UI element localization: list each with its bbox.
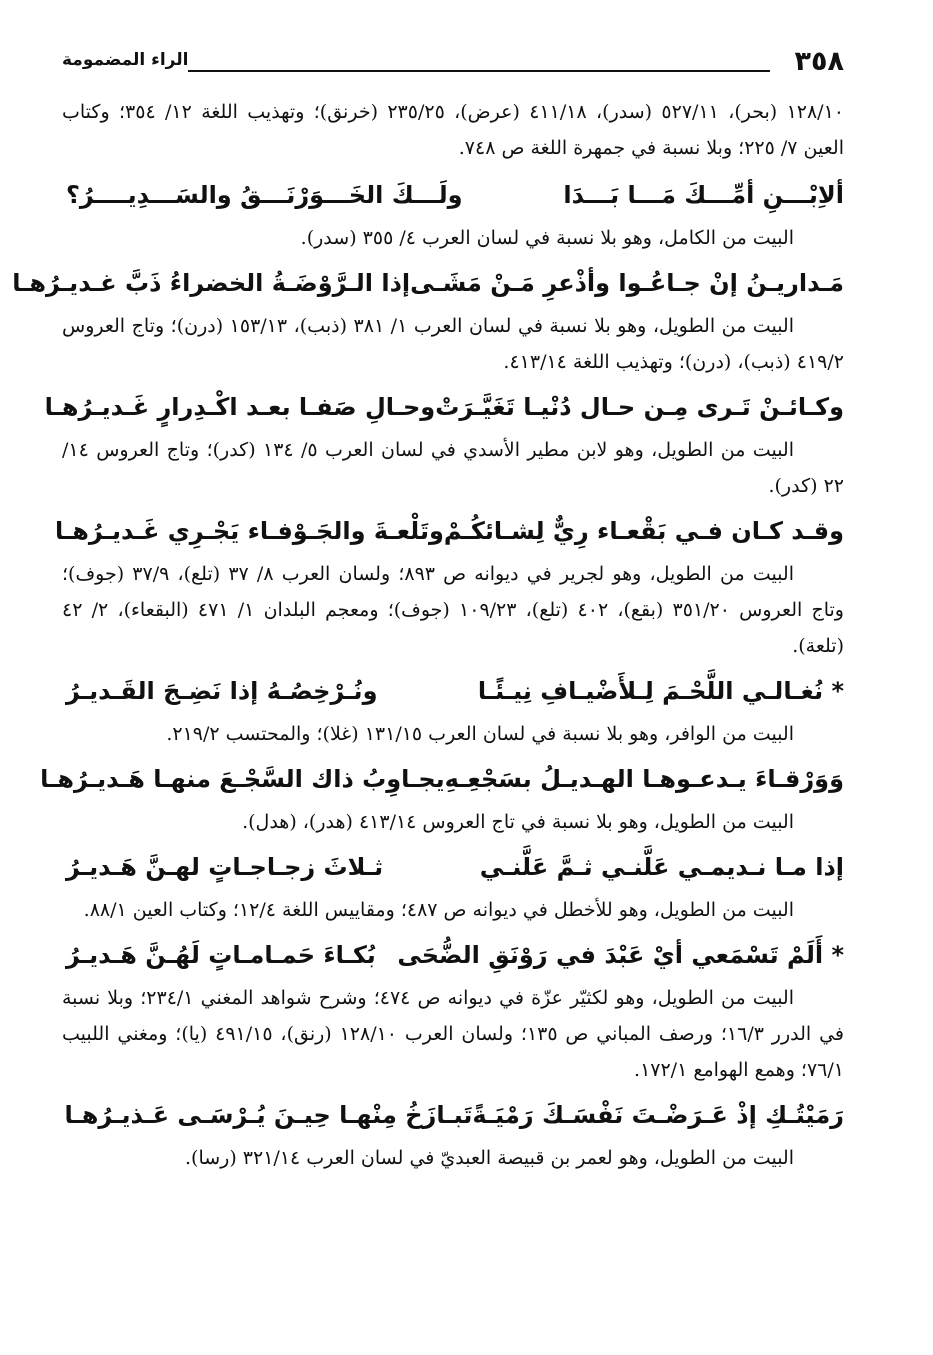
- verse-entries: [12, 172, 844, 1176]
- verse-line: [62, 172, 844, 218]
- verse-first-hemistich: * نُغـالـي اللَّحْـمَ لِـلأَضْيـافِ نِيـئًـا: [477, 677, 844, 705]
- running-title: الراء المضمومة: [62, 50, 189, 70]
- verse-source-note: البيت من الوافر، وهو بلا نسبة في لسان العرب ١٣١/١٥ (غلا)؛ والمحتسب ٢١٩/٢.: [166, 723, 794, 745]
- verse-source-note: البيت من الطويل، وهو لجرير في ديوانه ص ٨٩٣؛ ولسان العرب ٨/ ٣٧ (تلع)، ٣٧/٩ (جوف)؛ وتاج العروس ٣٥١/٢٠ (بقع)، ٤٠٢ (تلع)، ١٠٩/٢٣ (جوف)؛ ومعجم البلدان ١/ ٤٧١ (البقعاء)، ٢/ ٤٢ (تلعة).: [62, 563, 844, 657]
- verse-second-hemistich: يجـاوِبُ ذاك السَّجْـعَ منهـا هَـديـرُهـا: [40, 765, 445, 793]
- verse-line: [40, 756, 844, 802]
- book-page: [12, 46, 844, 1180]
- verse-line: [62, 844, 844, 890]
- verse-second-hemistich: بُكـاءَ حَمـامـاتٍ لَهُـنَّ هَـديـرُ: [66, 941, 376, 969]
- verse-entry: [62, 932, 844, 1088]
- verse-line: [62, 1092, 844, 1138]
- verse-second-hemistich: وحـالِ صَفـا بعـد اكْـدِرارٍ غَـديـرُهـا: [44, 393, 436, 421]
- verse-source-note: البيت من الطويل، وهو بلا نسبة في لسان العرب ١/ ٣٨١ (ذبب)، ١٥٣/١٣ (درن)؛ وتاج العروس ٤١٩/٢ (ذبب)، (درن)؛ وتهذيب اللغة ٤١٣/١٤.: [62, 315, 844, 373]
- verse-first-hemistich: رَمَيْتُـكِ إذْ عَـرَضْـتَ نَفْسَـكَ رَمْيَـةً: [472, 1101, 844, 1129]
- verse-first-hemistich: * أَلَمْ تَسْمَعي أيْ عَبْدَ في رَوْنَقِ الضُّحَى: [397, 941, 844, 969]
- verse-second-hemistich: ثـلاثَ زجـاجـاتٍ لهـنَّ هَـديـرُ: [66, 853, 384, 881]
- page-header: [62, 48, 844, 84]
- verse-first-hemistich: مَـداريـنُ إنْ جـاعُـوا وأذْعرِ مَـنْ مَشَـى: [410, 269, 844, 297]
- verse-source-note: البيت من الطويل، وهو بلا نسبة في تاج العروس ٤١٣/١٤ (هدر)، (هدل).: [242, 811, 794, 833]
- verse-entry: [12, 260, 844, 380]
- verse-entry: [62, 844, 844, 928]
- verse-line: [54, 508, 844, 554]
- verse-entry: [62, 172, 844, 256]
- page-number: ٣٥٨: [794, 46, 844, 77]
- verse-entry: [54, 508, 844, 664]
- verse-source-note: البيت من الطويل، وهو لعمر بن قبيصة العبديّ في لسان العرب ٣٢١/١٤ (رسا).: [185, 1147, 794, 1169]
- verse-source-note: البيت من الطويل، وهو للأخطل في ديوانه ص ٤٨٧؛ ومقاييس اللغة ١٢/٤؛ وكتاب العين ٨٨/١.: [83, 899, 794, 921]
- verse-second-hemistich: ولَـــكَ الخَـــوَرْنَـــقُ والسَـــدِيــــرُ؟: [66, 181, 463, 209]
- header-rule: [188, 70, 770, 72]
- verse-line: [62, 932, 844, 978]
- verse-source-note: البيت من الطويل، وهو لابن مطير الأسدي في لسان العرب ٥/ ١٣٤ (كدر)؛ وتاج العروس ١٤/ ٢٢ (كدر).: [62, 439, 844, 497]
- verse-line: [12, 260, 844, 306]
- verse-entry: [62, 1092, 844, 1176]
- verse-entry: [62, 668, 844, 752]
- verse-first-hemistich: ألاِبْـــنِ أمِّـــكَ مَـــا بَـــدَا: [563, 181, 844, 209]
- verse-entry: [40, 756, 844, 840]
- verse-first-hemistich: وَوَرْقـاءَ يـدعـوهـا الهـديـلُ بسَجْعِـهِ: [444, 765, 844, 793]
- verse-entry: [44, 384, 844, 504]
- verse-second-hemistich: إذا الـرَّوْضَـةُ الخضراءُ ذَبَّ غـديـرُهـا: [12, 269, 411, 297]
- verse-first-hemistich: وقـد كـان فـي بَقْعـاء رِيٌّ لِشـائكُـمْ: [443, 517, 844, 545]
- verse-line: [62, 668, 844, 714]
- verse-first-hemistich: وكـائـنْ تَـرى مِـن حـال دُنْيـا تَغَيَّـرَتْ: [435, 393, 844, 421]
- verse-first-hemistich: إذا مـا نـديمـي عَلَّنـي ثـمَّ عَلَّنـي: [479, 853, 844, 881]
- verse-second-hemistich: ونُـرْخِصُـهُ إذا نَضِـجَ القَـديـرُ: [66, 677, 378, 705]
- verse-source-note: البيت من الكامل، وهو بلا نسبة في لسان العرب ٤/ ٣٥٥ (سدر).: [300, 227, 794, 249]
- verse-second-hemistich: وتَلْعـةَ والجَـوْفـاء يَجْـرِي غَـديـرُهـا: [54, 517, 444, 545]
- verse-line: [44, 384, 844, 430]
- verse-source-note: البيت من الطويل، وهو لكثيّر عزّة في ديوانه ص ٤٧٤؛ وشرح شواهد المغني ٢٣٤/١؛ وبلا نسبة في الدرر ١٦/٣؛ ورصف المباني ص ١٣٥؛ ولسان العرب ١٢٨/١٠ (رنق)، ٤٩١/١٥ (يا)؛ ومغني اللبيب ٧٦/١؛ وهمع الهوامع ١٧٢/١.: [62, 987, 844, 1081]
- intro-paragraph: ١٢٨/١٠ (بحر)، ٥٢٧/١١ (سدر)، ٤١١/١٨ (عرض)، ٢٣٥/٢٥ (خرنق)؛ وتهذيب اللغة ١٢/ ٣٥٤؛ وكتاب العين ٧/ ٢٢٥؛ وبلا نسبة في جمهرة اللغة ص ٧٤٨.: [62, 101, 844, 159]
- verse-second-hemistich: تَبـازَخُ مِنْهـا حِيـنَ يُـرْسَـى عَـذيـرُهـا: [64, 1101, 473, 1129]
